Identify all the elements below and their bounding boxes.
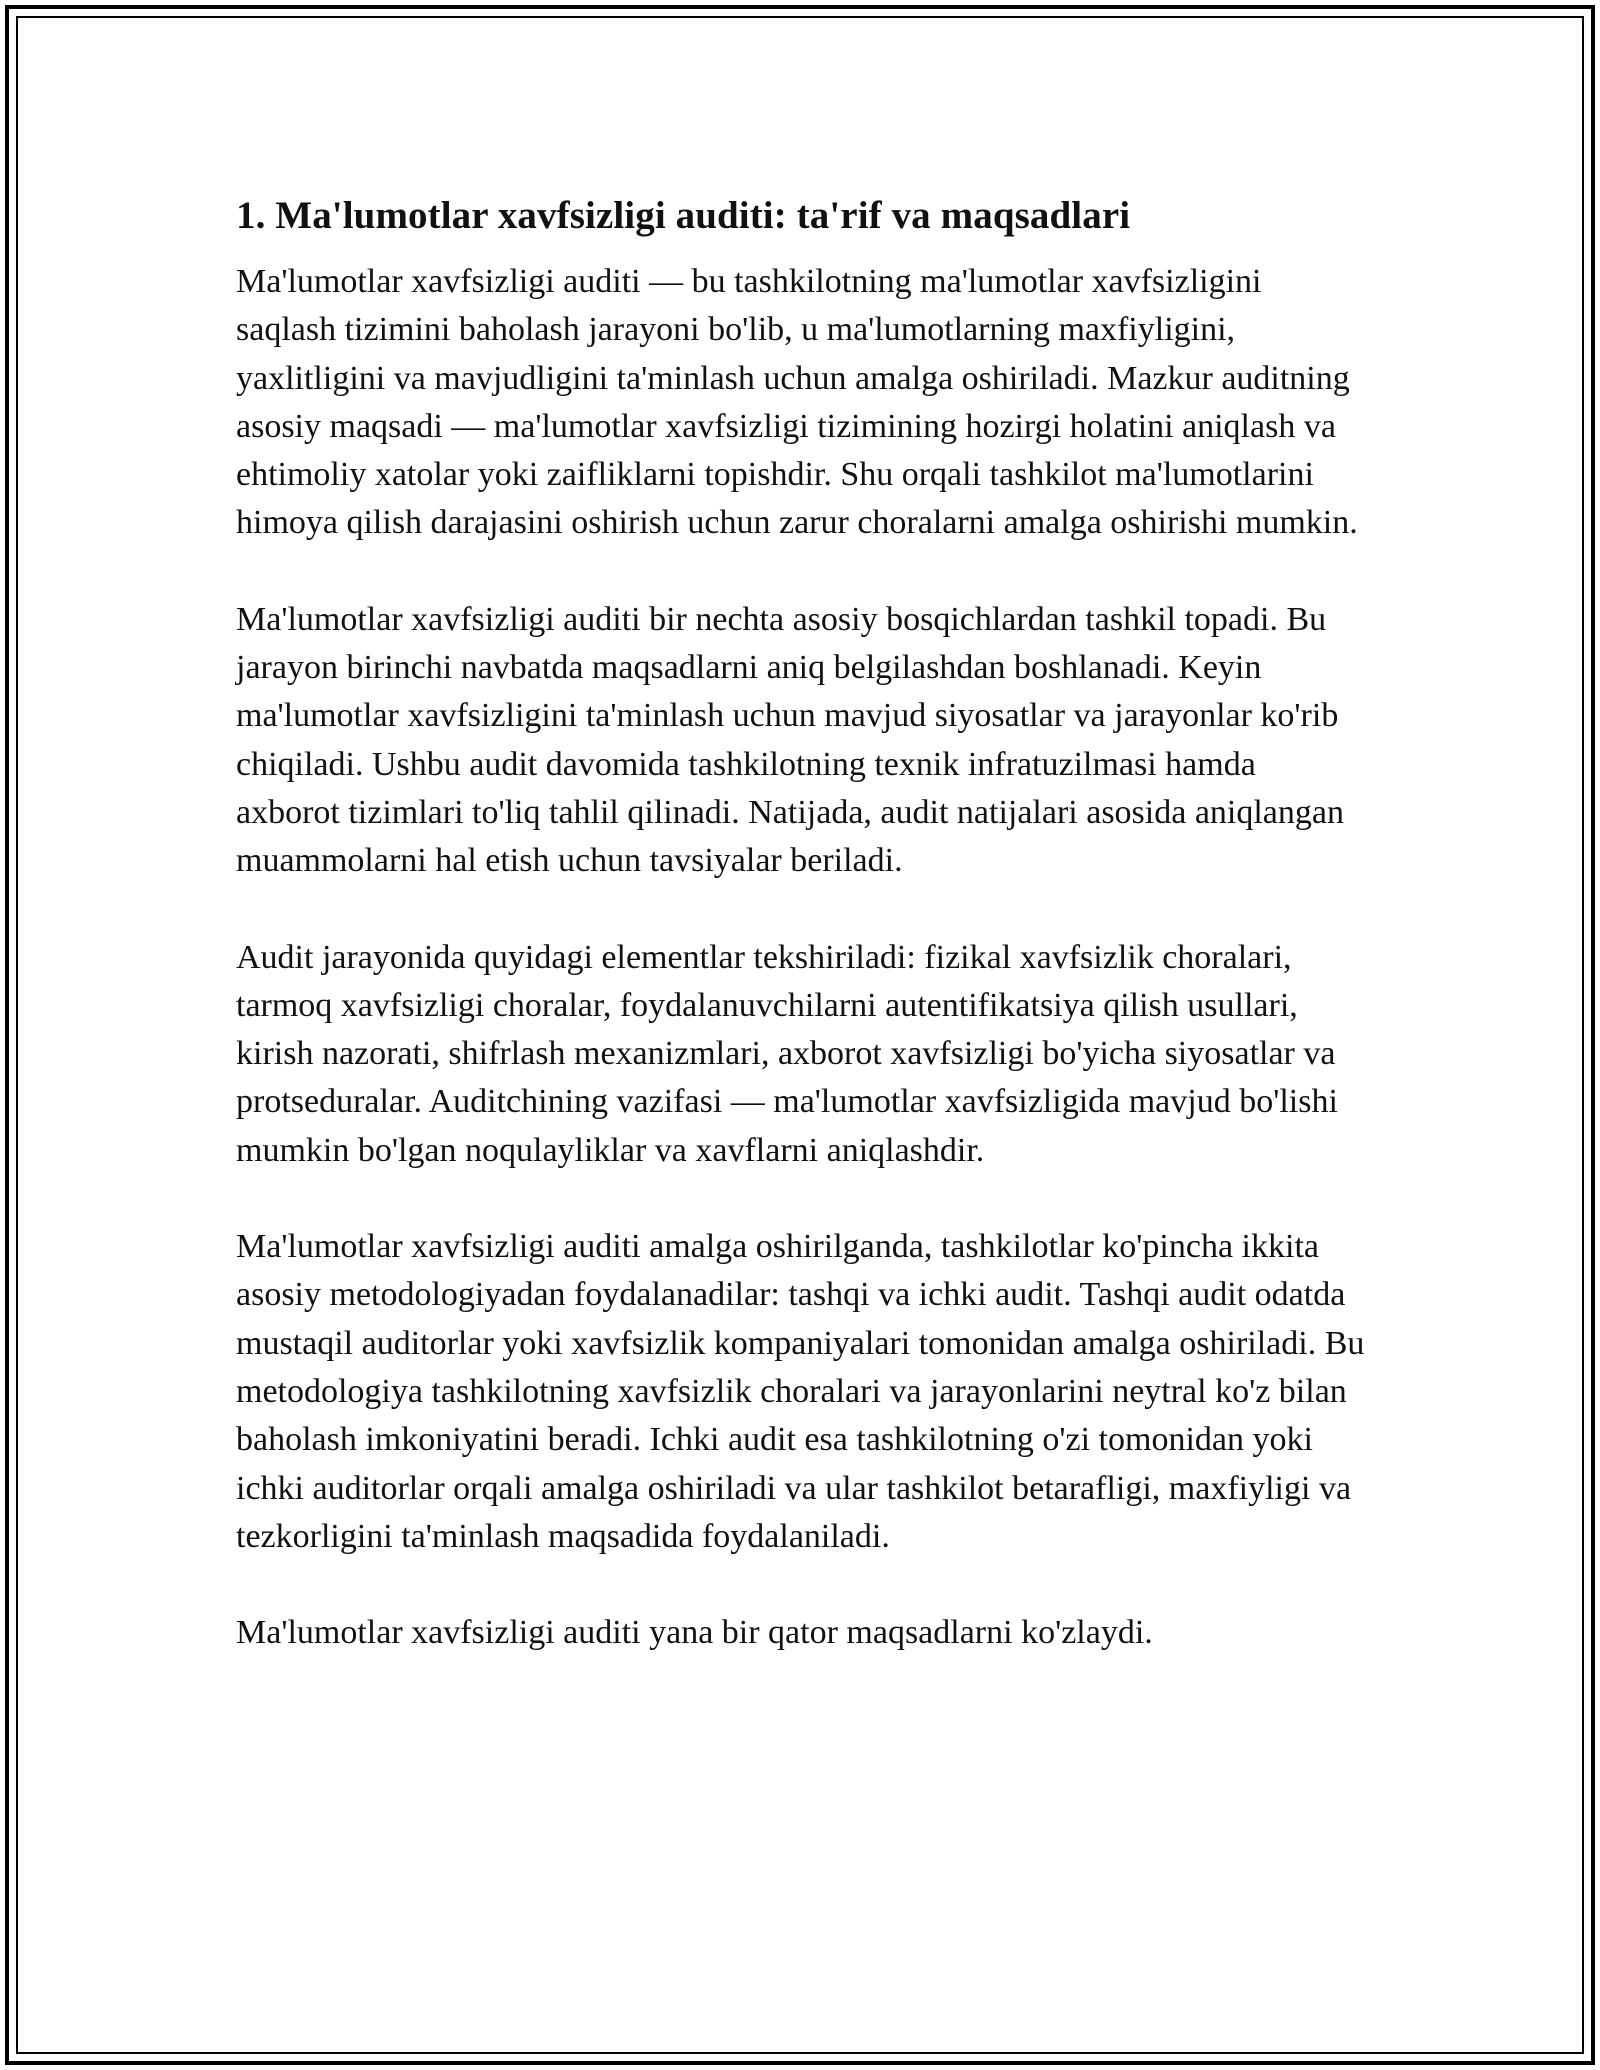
paragraph-stages: Ma'lumotlar xavfsizligi auditi bir nechta asosiy bosqichlardan tashkil topadi. Bu jarayon birinchi navbatda maqsadlarni aniq belgilashdan boshlanadi. Keyin ma'lumotlar xavfsizligini ta'minlash uchun mavjud siyosatlar va jarayonlar ko'rib chiqiladi. Ushbu audit davomida tashkilotning texnik infratuzilmasi hamda axborot tizimlari to'liq tahlil qilinadi. Natijada, audit natijalari asosida aniqlangan muammolarni hal etish uchun tavsiyalar beriladi. bbox=[236, 600, 1344, 880]
document-body bbox=[236, 188, 1366, 1705]
section-heading: 1. Ma'lumotlar xavfsizligi auditi: ta'rif va maqsadlari bbox=[236, 194, 1131, 237]
paragraph-goals: Ma'lumotlar xavfsizligi auditi yana bir qator maqsadlarni ko'zlaydi. bbox=[236, 1614, 1153, 1652]
paragraph-definition: Ma'lumotlar xavfsizligi auditi — bu tashkilotning ma'lumotlar xavfsizligini saqlash tizimini baholash jarayoni bo'lib, u ma'lumotlarning maxfiyligini, yaxlitligini va mavjudligini ta'minlash uchun amalga oshiriladi. Mazkur auditning asosiy maqsadi — ma'lumotlar xavfsizligi tizimining hozirgi holatini aniqlash va ehtimoliy xatolar yoki zaifliklarni topishdir. Shu orqali tashkilot ma'lumotlarini himoya qilish darajasini oshirish uchun zarur choralarni amalga oshirishi mumkin. bbox=[236, 263, 1358, 542]
paragraph-elements: Audit jarayonida quyidagi elementlar tekshiriladi: fizikal xavfsizlik choralari, tarmoq xavfsizligi choralar, foydalanuvchilarni autentifikatsiya qilish usullari, kirish nazorati, shifrlash mexanizmlari, axborot xavfsizligi bo'yicha siyosatlar va protseduralar. Auditchining vazifasi — ma'lumotlar xavfsizligida mavjud bo'lishi mumkin bo'lgan noqulayliklar va xavflarni aniqlashdir. bbox=[236, 938, 1338, 1169]
paragraph-methodologies: Ma'lumotlar xavfsizligi auditi amalga oshirilganda, tashkilotlar ko'pincha ikkita asosiy metodologiyadan foydalanadilar: tashqi va ichki audit. Tashqi audit odatda mustaqil auditorlar yoki xavfsizlik kompaniyalari tomonidan amalga oshiriladi. Bu metodologiya tashkilotning xavfsizlik choralari va jarayonlarini neytral ko'z bilan baholash imkoniyatini beradi. Ichki audit esa tashkilotning o'zi tomonidan yoki ichki auditorlar orqali amalga oshiriladi va ular tashkilot betarafligi, maxfiyligi va tezkorligini ta'minlash maqsadida foydalaniladi. bbox=[236, 1228, 1365, 1555]
